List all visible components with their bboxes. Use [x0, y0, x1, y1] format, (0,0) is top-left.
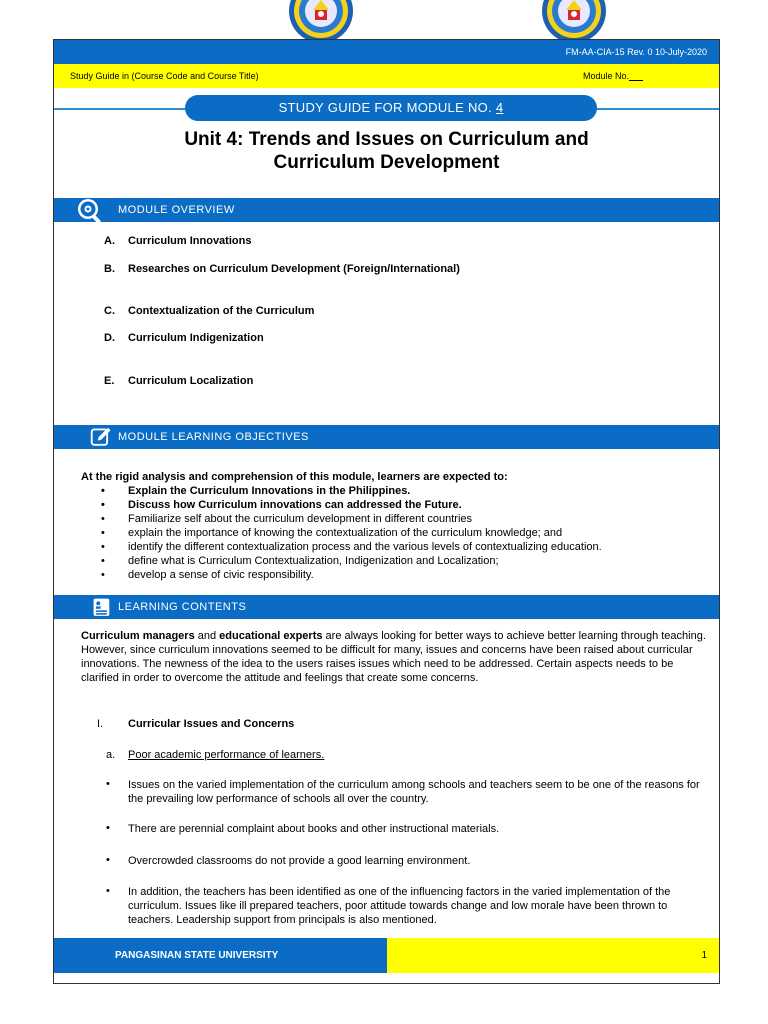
bullet-icon: •: [106, 778, 110, 790]
learning-contents-header: [54, 595, 719, 619]
pencil-edit-icon: [90, 426, 114, 450]
course-label: Study Guide in (Course Code and Course Title): [70, 71, 259, 81]
section-title: Curricular Issues and Concerns: [128, 718, 295, 730]
module-overview-heading: MODULE OVERVIEW: [118, 204, 235, 216]
list-item: • Familiarize self about the curriculum development in different countries: [99, 512, 602, 526]
learning-objectives: [54, 449, 719, 595]
bullet-icon: •: [106, 885, 110, 897]
objectives-lead: At the rigid analysis and comprehension of this module, learners are expected to:: [81, 471, 508, 483]
list-item: • define what is Curriculum Contextualization, Indigenization and Localization;: [99, 554, 602, 568]
magnifier-gear-icon: [76, 196, 104, 224]
overview-item-a: A. Curriculum Innovations: [104, 235, 252, 247]
page-number: 1: [387, 938, 719, 973]
objectives-list: [99, 484, 602, 582]
overview-item-b: B. Researches on Curriculum Development (Foreign/International): [104, 263, 460, 275]
learning-objectives-header: [54, 425, 719, 449]
learning-objectives-heading: MODULE LEARNING OBJECTIVES: [118, 431, 309, 443]
bullet-icon: •: [106, 854, 110, 866]
form-code: FM-AA-CIA-15 Rev. 0 10-July-2020: [565, 47, 707, 57]
module-overview-list: [54, 222, 719, 425]
list-item: • identify the different contextualization process and the various levels of contextualizing education.: [99, 540, 602, 554]
page-title: Unit 4: Trends and Issues on Curriculum and Curriculum Development: [184, 129, 589, 173]
university-seal-left-logo: [288, 0, 354, 42]
list-item: • explain the importance of knowing the contextualization of the curriculum knowledge; and: [99, 526, 602, 540]
bullet-icon: •: [106, 822, 110, 834]
list-item: • Explain the Curriculum Innovations in the Philippines.: [99, 484, 602, 498]
overview-item-d: D. Curriculum Indigenization: [104, 332, 264, 344]
list-item: Issues on the varied implementation of the curriculum among schools and teachers seem to be one of the reasons for the prevailing low performance of schools all over the country.: [128, 779, 700, 805]
list-item: • Discuss how Curriculum innovations can addressed the Future.: [99, 498, 602, 512]
page-footer: [54, 938, 719, 973]
module-overview-header: [54, 198, 719, 222]
learning-contents: [54, 619, 719, 952]
course-bar: [54, 64, 719, 88]
learning-contents-heading: LEARNING CONTENTS: [118, 601, 247, 613]
university-name: PANGASINAN STATE UNIVERSITY: [54, 938, 387, 973]
overview-item-c: C. Contextualization of the Curriculum: [104, 305, 315, 317]
list-item: Overcrowded classrooms do not provide a good learning environment.: [128, 855, 471, 867]
form-code-bar: [54, 40, 719, 64]
list-item: There are perennial complaint about books and other instructional materials.: [128, 823, 500, 835]
list-item: • develop a sense of civic responsibility.: [99, 568, 602, 582]
overview-item-e: E. Curriculum Localization: [104, 375, 254, 387]
study-guide-pill: STUDY GUIDE FOR MODULE NO. 4: [185, 95, 597, 121]
study-guide-page: [53, 39, 720, 984]
module-number: 4: [495, 100, 504, 115]
subsection-title: Poor academic performance of learners.: [128, 749, 325, 761]
document-list-icon: [92, 597, 114, 619]
module-number-field: Module No.: [583, 71, 643, 81]
university-seal-right-logo: [541, 0, 607, 42]
subsection-letter: a.: [106, 749, 116, 761]
list-item: In addition, the teachers has been identified as one of the influencing factors in the varied implementation of the curriculum. Issues like ill prepared teachers, poor attitude towards change and low morale have been thrown to teachers. Leadership support from principals is also mentioned.: [128, 886, 671, 926]
intro-paragraph: Curriculum managers and educational experts are always looking for better ways to achieve better learning through teaching. However, since curriculum innovations seemed to be difficult for many, issues and concerns have been raised about curricular innovations. The newness of the idea to the users raises issues which need to be addressed. Certain aspects needs to be clarified in order to overcome the attitude and feelings that create some concerns.: [81, 630, 706, 684]
section-number: I.: [97, 718, 104, 730]
title-area: [54, 88, 719, 198]
